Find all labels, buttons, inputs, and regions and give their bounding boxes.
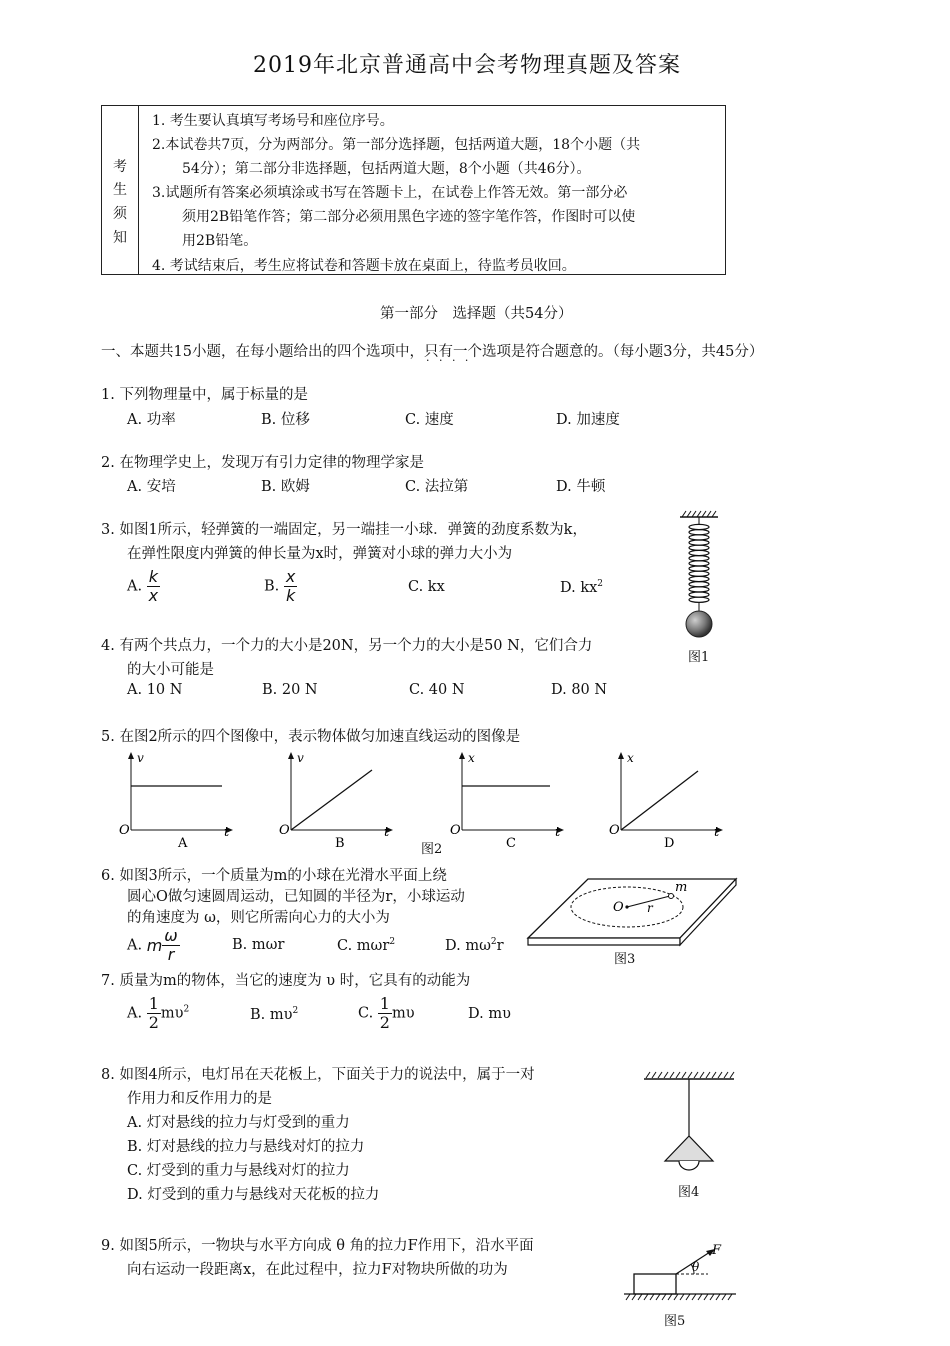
- force-label: F: [712, 1243, 722, 1258]
- x-axis-label: t: [555, 825, 561, 840]
- fraction-denominator: 2: [379, 1013, 390, 1032]
- q4-stem-line1: 4. 有两个共点力，一个力的大小是20N，另一个力的大小是50 N，它们合力: [101, 638, 593, 654]
- spring-coil-loop: [689, 561, 709, 566]
- notice-side-char: 知: [113, 230, 127, 246]
- q7-option-c[interactable]: [358, 995, 415, 1032]
- q1-stem: 1. 下列物理量中，属于标量的是: [101, 387, 308, 403]
- notice-line: 54分）；第二部分非选择题，包括两道大题，8个小题（共46分）。: [182, 161, 591, 177]
- option-label: A.: [127, 937, 143, 954]
- spring-coil-loop: [689, 535, 709, 540]
- exam-notice-box: [101, 105, 726, 275]
- q4-option-c[interactable]: C. 40 N: [409, 682, 465, 698]
- q7-option-b[interactable]: [250, 1006, 298, 1023]
- q8-stem-line1: 8. 如图4所示，电灯吊在天花板上，下面关于力的说法中，属于一对: [101, 1067, 535, 1083]
- spring-coil-loop: [689, 587, 709, 592]
- q4-stem-line2: 的大小可能是: [127, 662, 214, 678]
- notice-line: 2.本试卷共7页，分为两部分。第一部分选择题，包括两道大题，18个小题（共: [152, 137, 641, 153]
- fraction-numerator: x: [285, 567, 296, 586]
- superscript: 2: [490, 937, 497, 947]
- q3-option-a[interactable]: [127, 568, 160, 605]
- superscript: 2: [183, 1004, 190, 1015]
- fraction-x-over-k: [284, 568, 297, 605]
- figure-2-caption: 图2: [421, 842, 443, 857]
- q9-stem-line2: 向右运动一段距离x，在此过程中，拉力F对物块所做的功为: [127, 1262, 508, 1278]
- q8-option-a[interactable]: A. 灯对悬线的拉力与灯受到的重力: [127, 1115, 350, 1131]
- option-text: mυ: [391, 1005, 415, 1022]
- q8-option-c[interactable]: C. 灯受到的重力与悬线对灯的拉力: [127, 1163, 350, 1179]
- notice-line: 须用2B铅笔作答；第二部分必须用黑色字迹的签字笔作答，作图时可以使: [182, 209, 636, 225]
- spring-coil-loop: [689, 556, 709, 561]
- q3-option-d[interactable]: [560, 579, 603, 596]
- q6-stem-line2: 圆心O做匀速圆周运动，已知圆的半径为r，小球运动: [127, 889, 465, 905]
- instruction-emphasis: 只有一个 · · · ·: [424, 344, 482, 360]
- q7-option-d[interactable]: D. mυ: [468, 1006, 511, 1022]
- spring-coil-loop: [689, 582, 709, 587]
- q9-stem-line1: 9. 如图5所示，一物块与水平方向成 θ 角的拉力F作用下，沿水平面: [101, 1238, 534, 1254]
- graph-label: A: [178, 836, 188, 851]
- q2-option-b[interactable]: B. 欧姆: [261, 479, 310, 495]
- notice-line: 用2B铅笔。: [182, 233, 258, 249]
- fraction-denominator: k: [285, 586, 296, 605]
- graph-label: D: [664, 836, 675, 851]
- q8-option-d[interactable]: D. 灯受到的重力与悬线对天花板的拉力: [127, 1187, 380, 1203]
- q4-option-d[interactable]: D. 80 N: [551, 682, 608, 698]
- option-text: C. mωr: [337, 937, 390, 954]
- y-axis-label: x: [627, 752, 634, 765]
- angle-label: θ: [692, 1260, 700, 1274]
- notice-side-char: 考: [113, 159, 127, 175]
- option-label: C.: [358, 1005, 374, 1022]
- spring-coil-loop: [689, 540, 709, 545]
- fraction-numerator: 1: [379, 994, 390, 1013]
- center-label: O: [613, 900, 624, 915]
- q6-option-d[interactable]: [445, 937, 504, 954]
- q5-graph-d[interactable]: [605, 752, 735, 852]
- option-text: mυ: [160, 1005, 184, 1022]
- fraction-numerator: 1: [148, 994, 159, 1013]
- mass-label: m: [675, 880, 688, 895]
- option-text: B. mυ: [250, 1006, 293, 1023]
- option-label: A.: [127, 578, 143, 595]
- spring-coil-loop: [689, 550, 709, 555]
- q6-option-c[interactable]: [337, 937, 395, 954]
- graph-label: B: [335, 836, 345, 851]
- section-instruction: [101, 340, 763, 361]
- q5-stem: 5. 在图2所示的四个图像中，表示物体做匀加速直线运动的图像是: [101, 729, 521, 745]
- notice-side-label: [102, 106, 139, 274]
- origin-label: O: [609, 823, 620, 838]
- q1-option-a[interactable]: A. 功率: [127, 412, 176, 428]
- figure-3-caption: 图3: [614, 952, 636, 967]
- q3-option-c[interactable]: C. kx: [408, 579, 445, 595]
- mass-symbol: m: [146, 936, 163, 955]
- option-text: r: [496, 937, 504, 954]
- option-label: A.: [127, 1005, 143, 1022]
- instruction-text: 选项是符合题意的。（每小题3分，共45分）: [481, 344, 764, 360]
- q8-option-b[interactable]: B. 灯对悬线的拉力与悬线对灯的拉力: [127, 1139, 365, 1155]
- fraction-denominator: r: [167, 945, 175, 964]
- spring-coil-loop: [689, 597, 709, 602]
- figure-4-caption: 图4: [678, 1185, 700, 1200]
- q7-stem: 7. 质量为m的物体，当它的速度为 υ 时，它具有的动能为: [101, 973, 471, 989]
- q3-option-b[interactable]: [264, 568, 297, 605]
- option-label: B.: [264, 578, 280, 595]
- bulb-shape: [679, 1161, 699, 1170]
- spring-coil-loop: [689, 524, 709, 529]
- x-axis-label: t: [224, 825, 230, 840]
- origin-label: O: [279, 823, 290, 838]
- q2-option-a[interactable]: A. 安培: [127, 479, 176, 495]
- q2-option-d[interactable]: D. 牛顿: [556, 479, 606, 495]
- part-heading: 第一部分 选择题（共54分）: [380, 306, 573, 322]
- q6-stem-line3: 的角速度为 ω，则它所需向心力的大小为: [127, 910, 390, 926]
- notice-line: 3.试题所有答案必须填涂或书写在答题卡上，在试卷上作答无效。第一部分必: [152, 185, 628, 201]
- q4-option-a[interactable]: A. 10 N: [127, 682, 183, 698]
- y-axis-label: v: [137, 752, 144, 765]
- q3-stem-line1: 3. 如图1所示，轻弹簧的一端固定，另一端挂一小球．弹簧的劲度系数为k，: [101, 522, 587, 538]
- origin-label: O: [450, 823, 461, 838]
- fraction-omega-over-r: [162, 927, 179, 964]
- radius-label: r: [647, 901, 653, 915]
- figure-5-block-pulled: [622, 1241, 740, 1306]
- graph-label: C: [506, 836, 516, 851]
- page-title: 2019年北京普通高中会考物理真题及答案: [253, 53, 681, 78]
- origin-label: O: [119, 823, 130, 838]
- notice-side-char: 须: [113, 206, 127, 222]
- q6-stem-line1: 6. 如图3所示，一个质量为m的小球在光滑水平面上绕: [101, 868, 447, 884]
- spring-coil-loop: [689, 545, 709, 550]
- lamp-shade: [665, 1136, 713, 1161]
- fraction-numerator: ω: [164, 926, 178, 945]
- q3-stem-line2: 在弹性限度内弹簧的伸长量为x时，弹簧对小球的弹力大小为: [127, 546, 513, 562]
- notice-side-char: 生: [113, 182, 127, 198]
- y-axis-label: x: [468, 752, 475, 765]
- fraction-k-over-x: [147, 568, 160, 605]
- fraction-numerator: k: [148, 567, 158, 586]
- fraction-one-half: [378, 995, 392, 1032]
- x-axis-label: t: [384, 825, 390, 840]
- q5-graph-c[interactable]: [446, 752, 576, 852]
- q1-option-c[interactable]: C. 速度: [405, 412, 454, 428]
- q8-stem-line2: 作用力和反作用力的是: [127, 1091, 272, 1107]
- q4-option-b[interactable]: B. 20 N: [262, 682, 318, 698]
- superscript: 2: [292, 1006, 299, 1016]
- figure-3-circular-motion: [525, 876, 740, 948]
- q2-option-c[interactable]: C. 法拉第: [405, 479, 469, 495]
- q6-option-b[interactable]: B. mωr: [232, 937, 285, 953]
- q7-option-a[interactable]: [127, 995, 189, 1032]
- superscript: 2: [597, 579, 604, 589]
- notice-line: 1. 考生要认真填写考场号和座位序号。: [152, 113, 394, 129]
- spring-coil-loop: [689, 530, 709, 535]
- instruction-text: 一、本题共15小题，在每小题给出的四个选项中，: [101, 344, 424, 360]
- notice-line: 4. 考试结束后，考生应将试卷和答题卡放在桌面上，待监考员收回。: [152, 258, 576, 274]
- q1-option-d[interactable]: D. 加速度: [556, 412, 620, 428]
- option-text: D. mω: [445, 937, 491, 954]
- superscript: 2: [389, 937, 396, 947]
- ball-shape: [686, 611, 712, 637]
- fraction-denominator: x: [148, 586, 159, 605]
- q2-stem: 2. 在物理学史上，发现万有引力定律的物理学家是: [101, 455, 424, 471]
- x-axis-label: t: [714, 825, 720, 840]
- option-text: D. kx: [560, 579, 598, 596]
- q6-option-a[interactable]: [127, 927, 180, 964]
- spring-coil-loop: [689, 576, 709, 581]
- spring-coil-loop: [689, 566, 709, 571]
- q5-graph-a[interactable]: [115, 752, 245, 852]
- figure-5-caption: 图5: [664, 1314, 686, 1329]
- spring-coil-loop: [689, 592, 709, 597]
- y-axis-label: v: [297, 752, 304, 765]
- q5-graph-b[interactable]: [275, 752, 405, 852]
- figure-1-caption: 图1: [688, 650, 710, 665]
- spring-coil-loop: [689, 571, 709, 576]
- fraction-denominator: 2: [148, 1013, 159, 1032]
- figure-4-hanging-lamp: [642, 1070, 738, 1180]
- q1-option-b[interactable]: B. 位移: [261, 412, 310, 428]
- fraction-one-half: [147, 995, 161, 1032]
